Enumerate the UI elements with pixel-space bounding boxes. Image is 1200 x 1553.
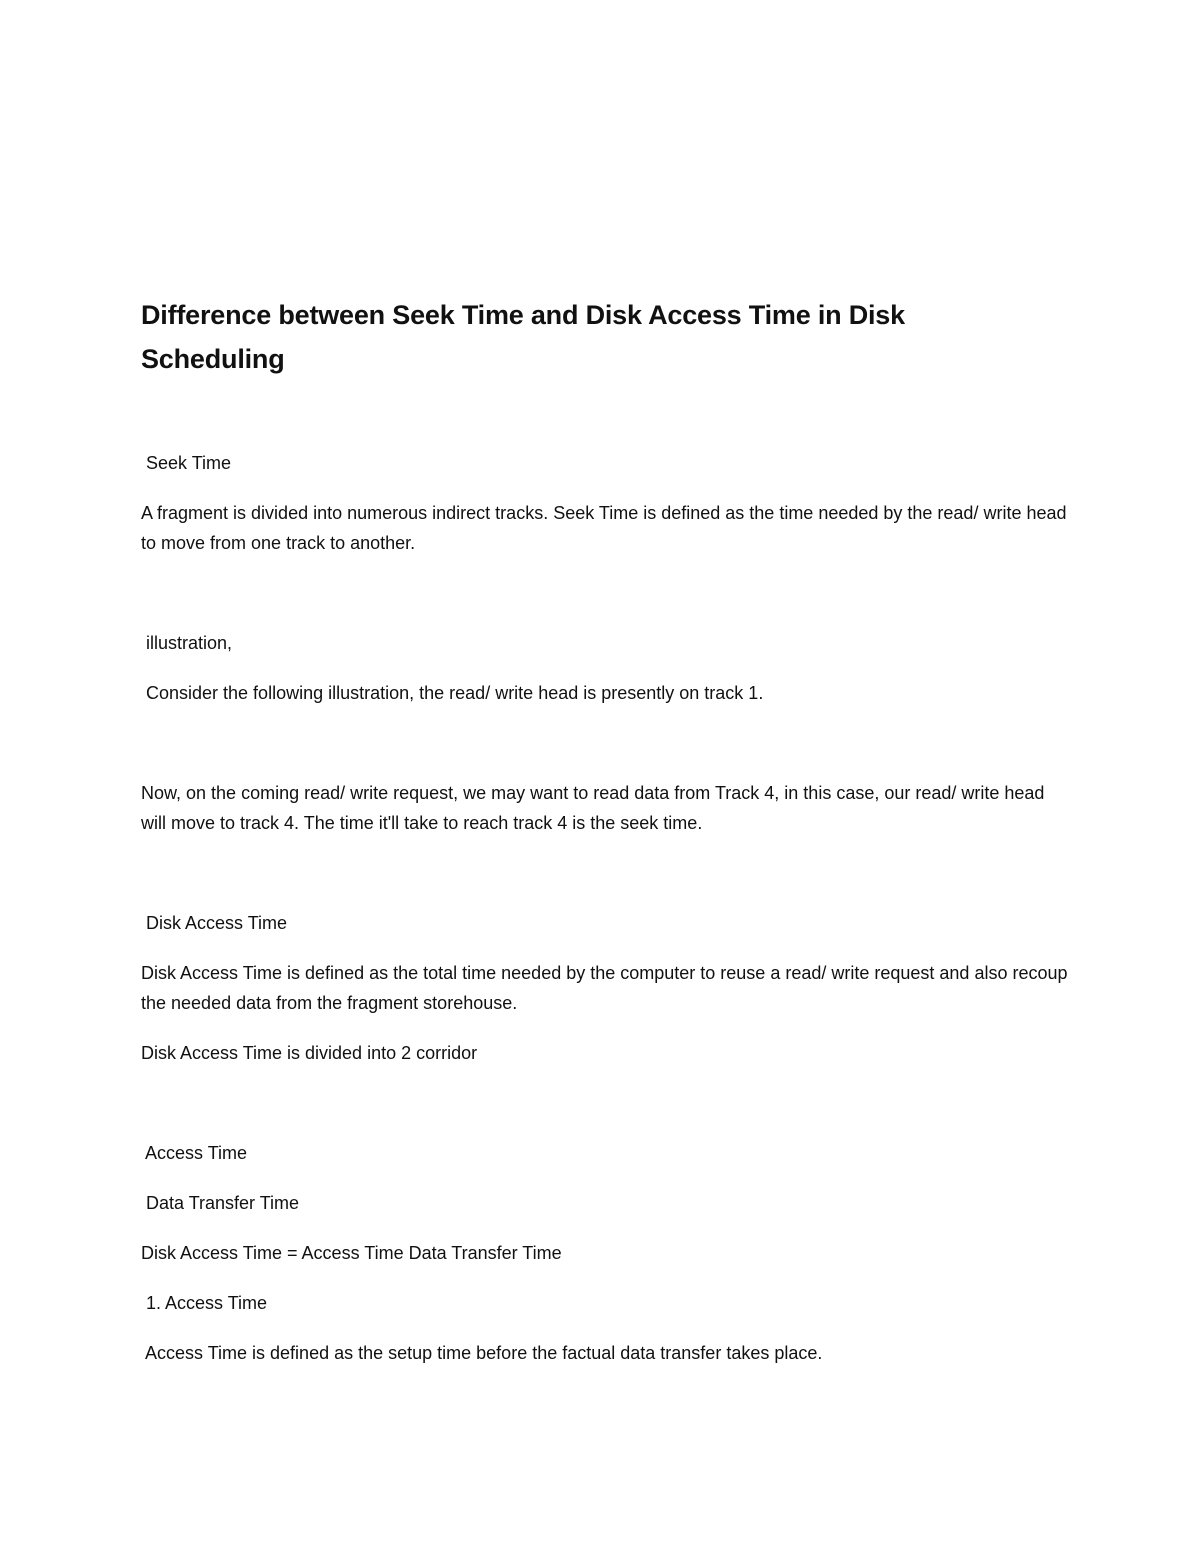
disk-access-time-divided: Disk Access Time is divided into 2 corridor (141, 1043, 478, 1063)
part-access-time: Access Time (141, 1143, 248, 1163)
seek-time-heading: Seek Time (141, 453, 232, 473)
part-data-transfer-time: Data Transfer Time (141, 1193, 300, 1213)
access-time-definition: Access Time is defined as the setup time before the factual data transfer takes place. (141, 1343, 823, 1363)
illustration-next-request: Now, on the coming read/ write request, we may want to read data from Track 4, in this case, our read/ write head will move to track 4. The time it'll take to reach track 4 is the seek time. (141, 783, 1045, 833)
illustration-label: illustration, (141, 633, 233, 653)
seek-time-definition: A fragment is divided into numerous indirect tracks. Seek Time is defined as the time needed by the read/ write head to move from one track to another. (141, 503, 1067, 553)
disk-access-formula: Disk Access Time = Access Time Data Transfer Time (141, 1243, 562, 1263)
access-time-numbered-heading: 1. Access Time (141, 1293, 268, 1313)
disk-access-time-definition: Disk Access Time is defined as the total time needed by the computer to reuse a read/ write request and also recoup the needed data from the fragment storehouse. (141, 963, 1068, 1013)
disk-access-time-heading: Disk Access Time (141, 913, 288, 933)
illustration-text: Consider the following illustration, the read/ write head is presently on track 1. (141, 683, 764, 703)
document-title: Difference between Seek Time and Disk Access Time in Disk Scheduling (141, 300, 905, 374)
